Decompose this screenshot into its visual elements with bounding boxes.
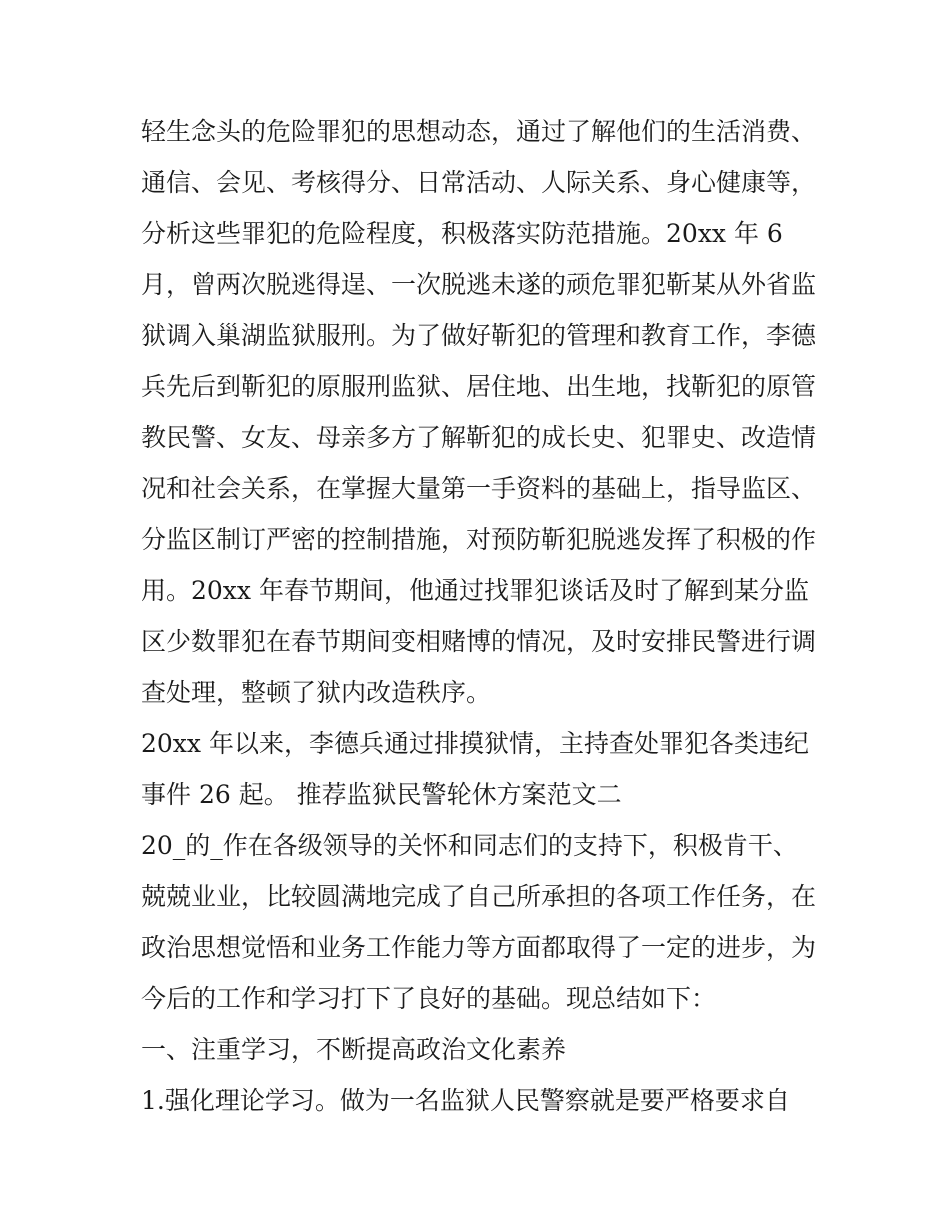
text-line: 分析这些罪犯的危险程度，积极落实防范措施。20xx 年 6 xyxy=(141,219,783,248)
text-line: 兢兢业业，比较圆满地完成了自己所承担的各项工作任务，在 xyxy=(141,882,817,911)
text-line: 通信、会见、考核得分、日常活动、人际关系、身心健康等， xyxy=(141,168,817,197)
text-line: 今后的工作和学习打下了良好的基础。现总结如下： xyxy=(141,984,717,1013)
document-body xyxy=(141,106,821,1126)
text-line: 1.强化理论学习。做为一名监狱人民警察就是要严格要求自 xyxy=(141,1086,790,1115)
text-line: 教民警、女友、母亲多方了解靳犯的成长史、犯罪史、改造情 xyxy=(141,423,817,452)
text-line: 查处理，整顿了狱内改造秩序。 xyxy=(141,678,492,707)
text-line: 分监区制订严密的控制措施，对预防靳犯脱逃发挥了积极的作 xyxy=(141,525,817,554)
text-line: 区少数罪犯在春节期间变相赌博的情况，及时安排民警进行调 xyxy=(141,627,817,656)
text-line: 事件 26 起。 推荐监狱民警轮休方案范文二 xyxy=(141,780,622,809)
text-line: 政治思想觉悟和业务工作能力等方面都取得了一定的进步，为 xyxy=(141,933,817,962)
text-line: 用。20xx 年春节期间，他通过找罪犯谈话及时了解到某分监 xyxy=(141,576,809,605)
text-line: 20_的_作在各级领导的关怀和同志们的支持下，积极肯干、 xyxy=(141,831,798,860)
text-line: 月，曾两次脱逃得逞、一次脱逃未遂的顽危罪犯靳某从外省监 xyxy=(141,270,817,299)
text-line: 况和社会关系，在掌握大量第一手资料的基础上，指导监区、 xyxy=(141,474,817,503)
text-line: 狱调入巢湖监狱服刑。为了做好靳犯的管理和教育工作，李德 xyxy=(141,321,817,350)
text-line: 轻生念头的危险罪犯的思想动态，通过了解他们的生活消费、 xyxy=(141,117,817,146)
text-line: 兵先后到靳犯的原服刑监狱、居住地、出生地，找靳犯的原管 xyxy=(141,372,817,401)
text-line: 20xx 年以来，李德兵通过排摸狱情，主持查处罪犯各类违纪 xyxy=(141,729,809,758)
section-heading: 一、注重学习，不断提高政治文化素养 xyxy=(141,1035,567,1064)
